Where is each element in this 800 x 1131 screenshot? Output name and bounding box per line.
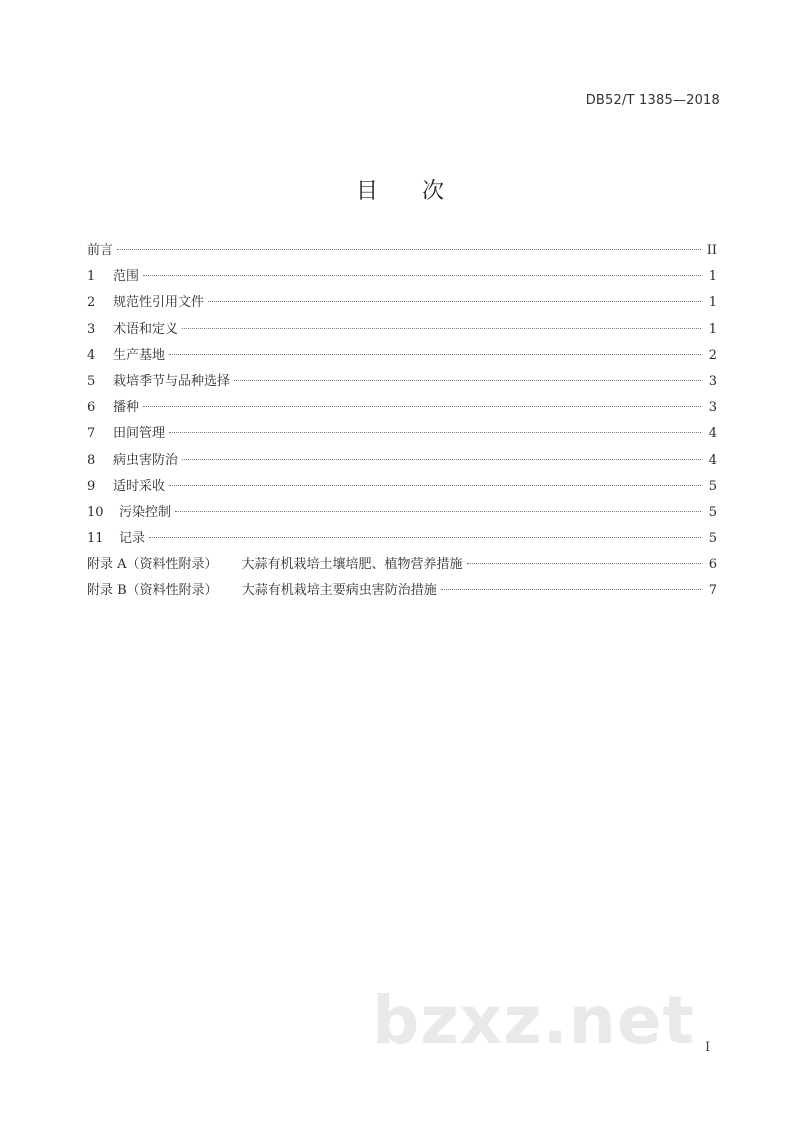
toc-entry-page: 1 (708, 295, 717, 311)
toc-entry-page: 4 (708, 426, 717, 442)
title-char-2: 次 (422, 179, 445, 204)
toc-entry-page: 4 (708, 452, 717, 468)
toc-entry-foreword[interactable] (87, 238, 717, 264)
toc-entry-page: 3 (708, 400, 717, 416)
table-of-contents (87, 238, 717, 605)
toc-entry-page: 7 (708, 583, 717, 599)
toc-entry-3[interactable] (87, 317, 717, 343)
toc-entry-text: 适时采收 (113, 478, 166, 494)
toc-entry-page: 6 (708, 557, 717, 573)
toc-entry-number: 2 (87, 295, 96, 311)
toc-entry-text: 术语和定义 (113, 321, 179, 337)
toc-entry-number: 8 (87, 452, 96, 468)
appendix-title: 大蒜有机栽培土壤培肥、植物营养措施 (241, 557, 463, 573)
toc-entry-5[interactable] (87, 369, 717, 395)
toc-entry-text: 范围 (113, 269, 140, 285)
toc-entry-page: 5 (708, 531, 717, 547)
dot-leader (169, 354, 701, 355)
dot-leader (117, 249, 701, 250)
dot-leader (175, 511, 701, 512)
toc-entry-page: 1 (708, 321, 717, 337)
dot-leader (143, 406, 701, 407)
toc-entry-text (87, 578, 437, 604)
toc-entry-4[interactable] (87, 343, 717, 369)
dot-leader (169, 485, 701, 486)
dot-leader (441, 589, 701, 590)
toc-entry-number: 11 (87, 531, 104, 547)
toc-entry-number: 10 (87, 504, 104, 520)
toc-entry-text: 污染控制 (119, 504, 172, 520)
toc-entry-1[interactable] (87, 264, 717, 290)
toc-entry-number: 4 (87, 347, 96, 363)
toc-entry-text: 生产基地 (113, 347, 166, 363)
toc-entry-number: 1 (87, 269, 96, 285)
toc-entry-number: 6 (87, 400, 96, 416)
toc-entry-page: 2 (708, 347, 717, 363)
toc-entry-page: 5 (708, 504, 717, 520)
document-code: DB52/T 1385—2018 (585, 93, 720, 108)
toc-entry-text: 播种 (113, 400, 140, 416)
appendix-label: 附录 B（资料性附录） (87, 583, 218, 599)
page-number: I (705, 1040, 711, 1055)
dot-leader (149, 537, 701, 538)
dot-leader (467, 563, 701, 564)
toc-entry-page: 1 (708, 269, 717, 285)
toc-entry-number: 7 (87, 426, 96, 442)
dot-leader (169, 432, 701, 433)
page-title (0, 174, 800, 205)
toc-entry-number: 3 (87, 321, 96, 337)
title-char-1: 目 (355, 179, 378, 204)
dot-leader (182, 328, 701, 329)
toc-entry-number: 5 (87, 373, 96, 389)
dot-leader (234, 380, 701, 381)
toc-entry-text (87, 552, 463, 578)
toc-entry-page: 5 (708, 478, 717, 494)
toc-entry-appendix-a[interactable] (87, 552, 717, 578)
toc-entry-2[interactable] (87, 290, 717, 316)
toc-entry-text: 病虫害防治 (113, 452, 179, 468)
toc-entry-6[interactable] (87, 395, 717, 421)
toc-entry-11[interactable] (87, 526, 717, 552)
toc-entry-7[interactable] (87, 421, 717, 447)
toc-entry-text: 栽培季节与品种选择 (113, 373, 231, 389)
toc-entry-8[interactable] (87, 448, 717, 474)
toc-entry-page: 3 (708, 373, 717, 389)
toc-entry-9[interactable] (87, 474, 717, 500)
dot-leader (208, 301, 701, 302)
dot-leader (182, 459, 701, 460)
dot-leader (143, 275, 701, 276)
appendix-label: 附录 A（资料性附录） (87, 557, 218, 573)
toc-entry-number: 9 (87, 478, 96, 494)
watermark: bzxz.net (372, 982, 696, 1059)
toc-entry-page: II (706, 243, 717, 258)
toc-entry-10[interactable] (87, 500, 717, 526)
toc-entry-text: 田间管理 (113, 426, 166, 442)
toc-entry-text: 前言 (87, 243, 114, 258)
toc-entry-text: 规范性引用文件 (113, 295, 205, 311)
appendix-title: 大蒜有机栽培主要病虫害防治措施 (241, 583, 437, 599)
toc-entry-appendix-b[interactable] (87, 578, 717, 604)
toc-entry-text: 记录 (119, 531, 146, 547)
